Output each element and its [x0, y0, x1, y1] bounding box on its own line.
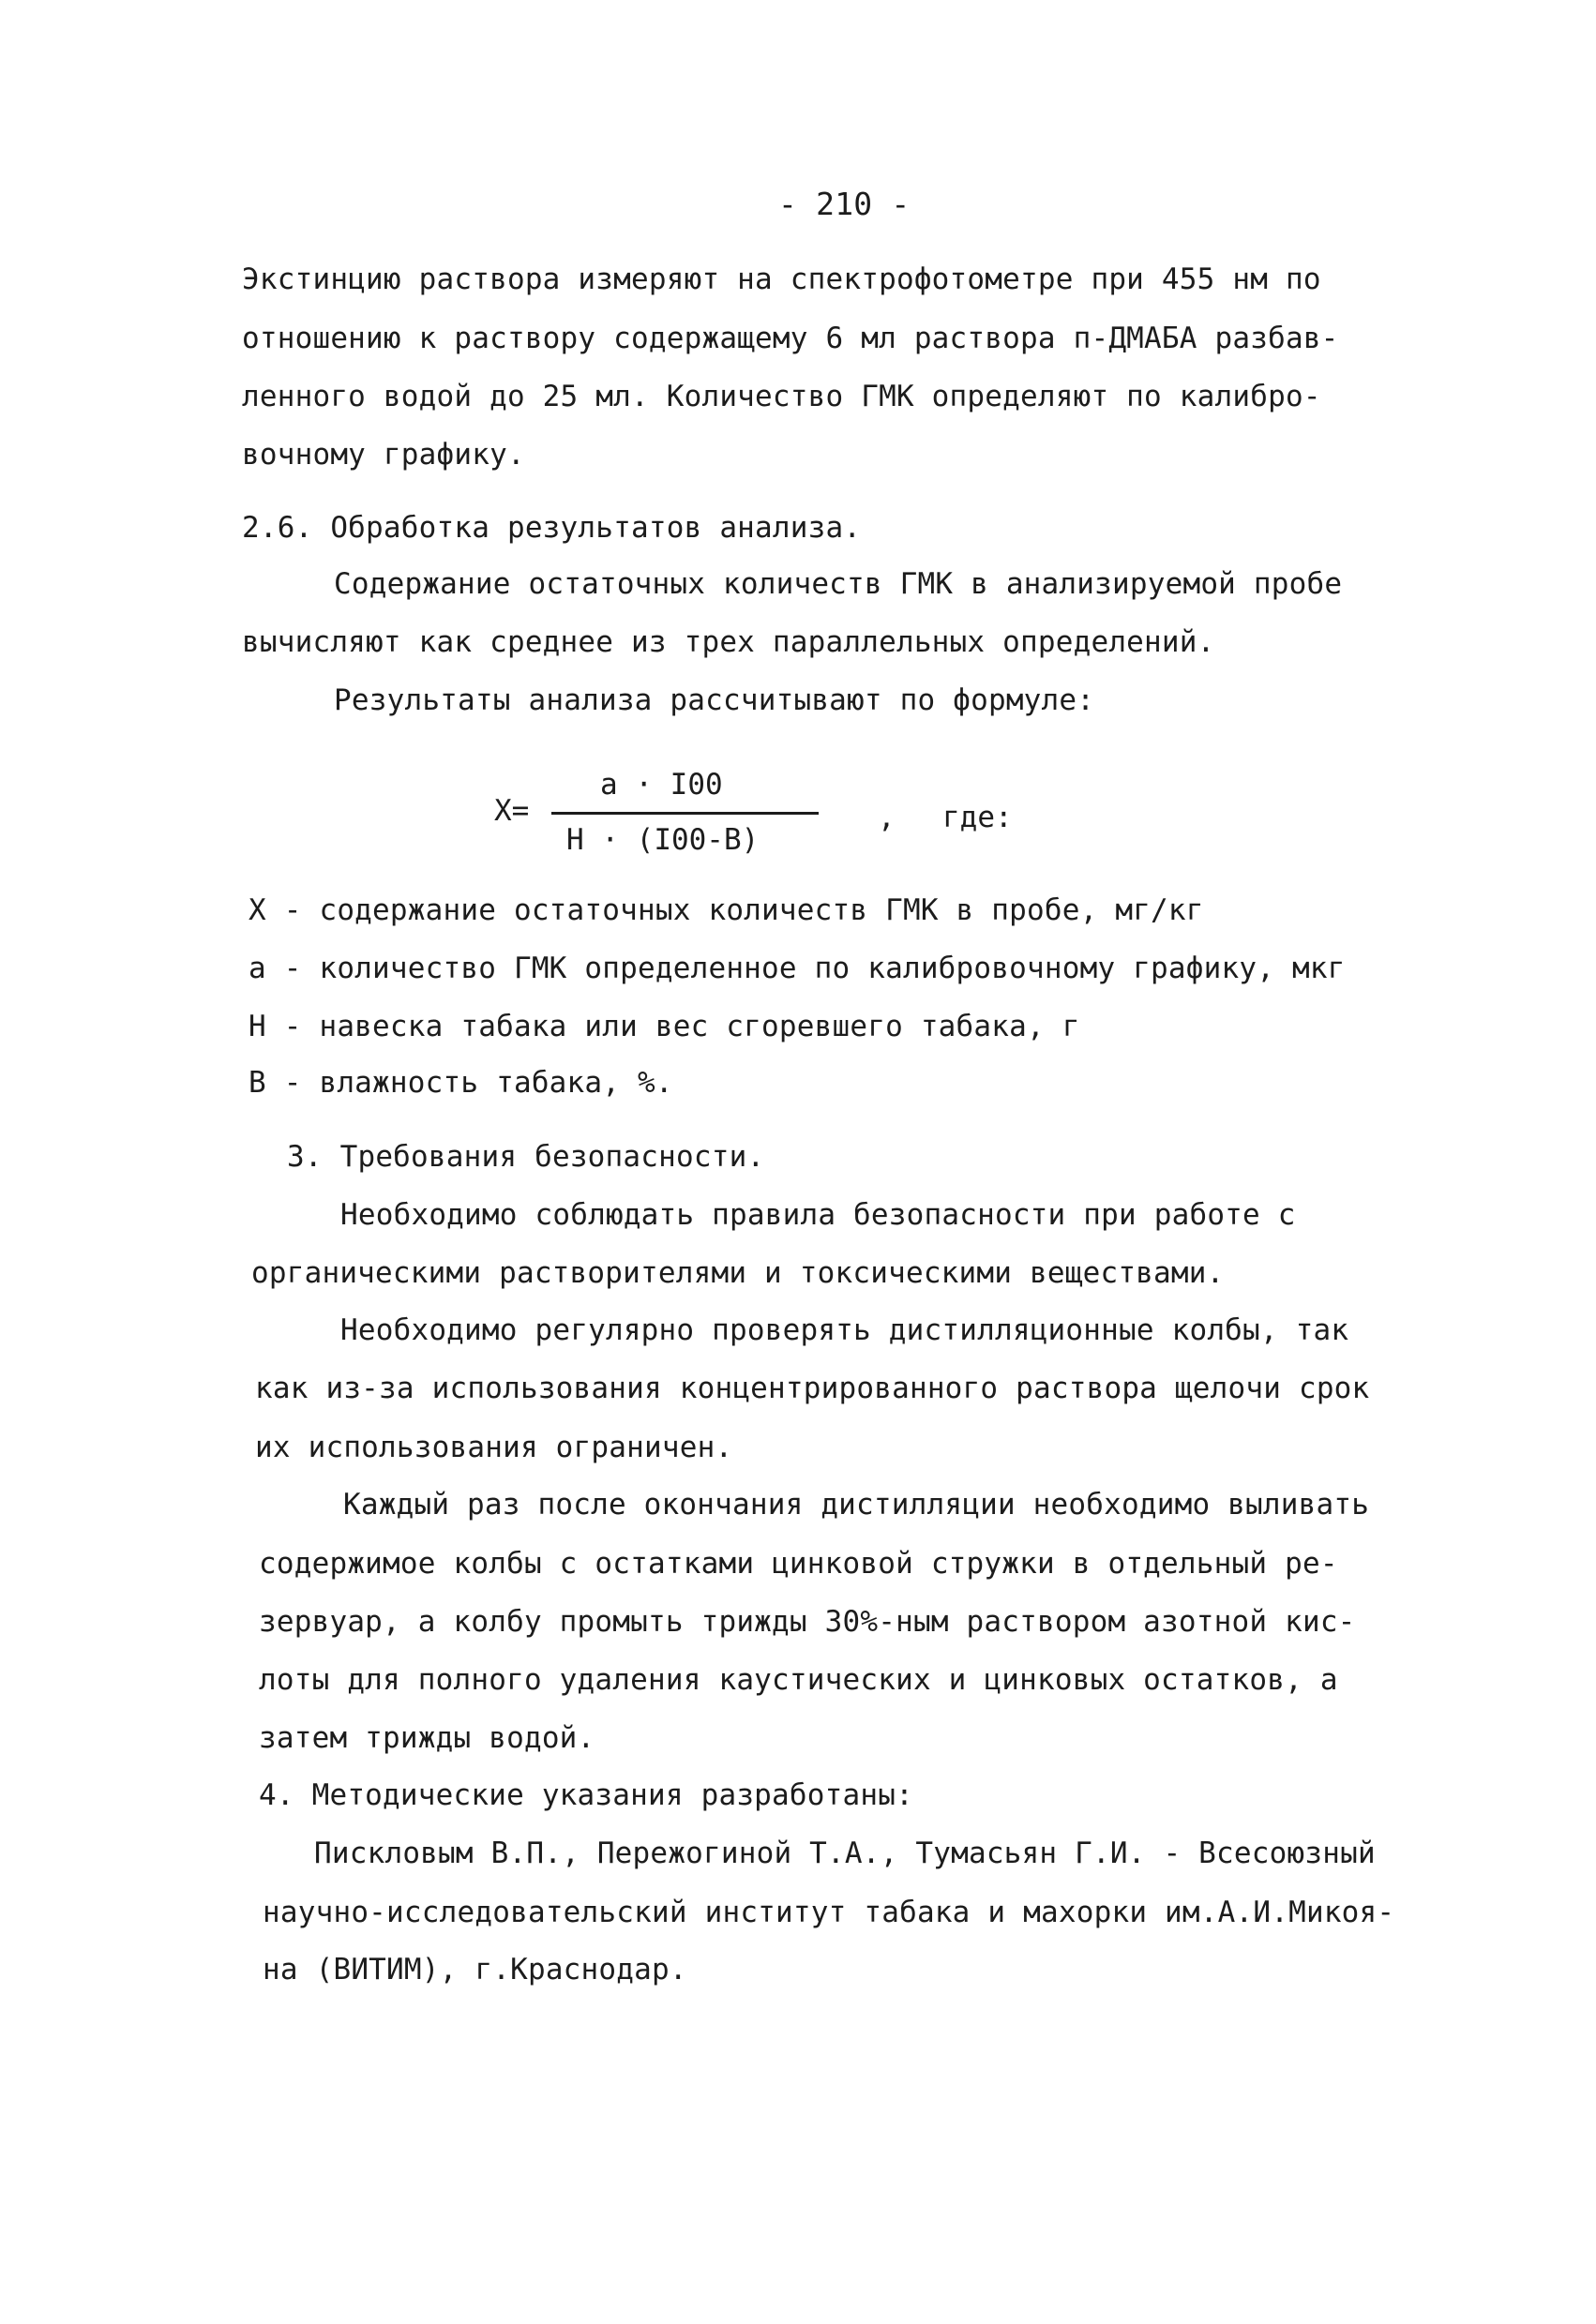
section-2-6-heading: 2.6. Обработка результатов анализа. [242, 511, 862, 545]
definition-a: a - количество ГМК определенное по калибровочному графику, мкг [248, 952, 1346, 985]
formula-numerator: a · I00 [600, 768, 723, 802]
section-3-para2-line-3: их использования ограничен. [255, 1431, 733, 1464]
formula-intro: Результаты анализа рассчитывают по формуле: [334, 683, 1095, 717]
para1-line-2: отношению к раствору содержащему 6 мл раствора п-ДМАБА разбав- [242, 322, 1339, 355]
para1-line-1: Экстинцию раствора измеряют на спектрофотометре при 455 нм по [242, 262, 1321, 296]
section-3-heading: 3. Требования безопасности. [287, 1140, 765, 1174]
section-4-para-line-1: Пискловым В.П., Пережогиной Т.А., Тумасьян Г.И. - Всесоюзный [314, 1837, 1376, 1870]
formula-fraction-bar [551, 812, 819, 815]
formula-comma: , [878, 801, 896, 834]
section-3-para2-line-1: Необходимо регулярно проверять дистилляционные колбы, так [340, 1313, 1349, 1347]
page-number: - 210 - [778, 186, 911, 222]
definition-h: H - навеска табака или вес сгоревшего табака, г [248, 1010, 1080, 1043]
section-2-6-para-line-1: Содержание остаточных количеств ГМК в анализируемой пробе [334, 567, 1343, 601]
section-3-para3-line-3: зервуар, а колбу промыть трижды 30%-ным раствором азотной кис- [259, 1605, 1356, 1639]
section-4-para-line-3: на (ВИТИМ), г.Краснодар. [263, 1953, 687, 1987]
section-3-para1-line-2: органическими растворителями и токсическими веществами. [251, 1256, 1225, 1290]
section-2-6-para-line-2: вычисляют как среднее из трех параллельных определений. [242, 625, 1215, 659]
definition-x: X - содержание остаточных количеств ГМК в пробе, мг/кг [248, 893, 1204, 927]
definition-b: B - влажность табака, %. [248, 1066, 673, 1100]
section-3-para1-line-1: Необходимо соблюдать правила безопасности при работе с [340, 1198, 1296, 1232]
formula-denominator: H · (I00-B) [566, 823, 760, 857]
section-3-para3-line-1: Каждый раз после окончания дистилляции необходимо выливать [343, 1488, 1370, 1522]
formula-where: где: [942, 801, 1013, 834]
section-3-para3-line-4: лоты для полного удаления каустических и цинковых остатков, а [259, 1663, 1338, 1697]
section-3-para3-line-2: содержимое колбы с остатками цинковой стружки в отдельный ре- [259, 1547, 1338, 1581]
formula-lhs: X= [494, 794, 530, 828]
section-4-heading: 4. Методические указания разработаны: [259, 1778, 913, 1812]
para1-line-4: вочному графику. [242, 438, 525, 472]
para1-line-3: ленного водой до 25 мл. Количество ГМК определяют по калибро- [242, 380, 1321, 413]
section-4-para-line-2: научно-исследовательский институт табака и махорки им.А.И.Микоя- [263, 1896, 1395, 1929]
section-3-para2-line-2: как из-за использования концентрированного раствора щелочи срок [255, 1372, 1370, 1405]
section-3-para3-line-5: затем трижды водой. [259, 1721, 595, 1755]
